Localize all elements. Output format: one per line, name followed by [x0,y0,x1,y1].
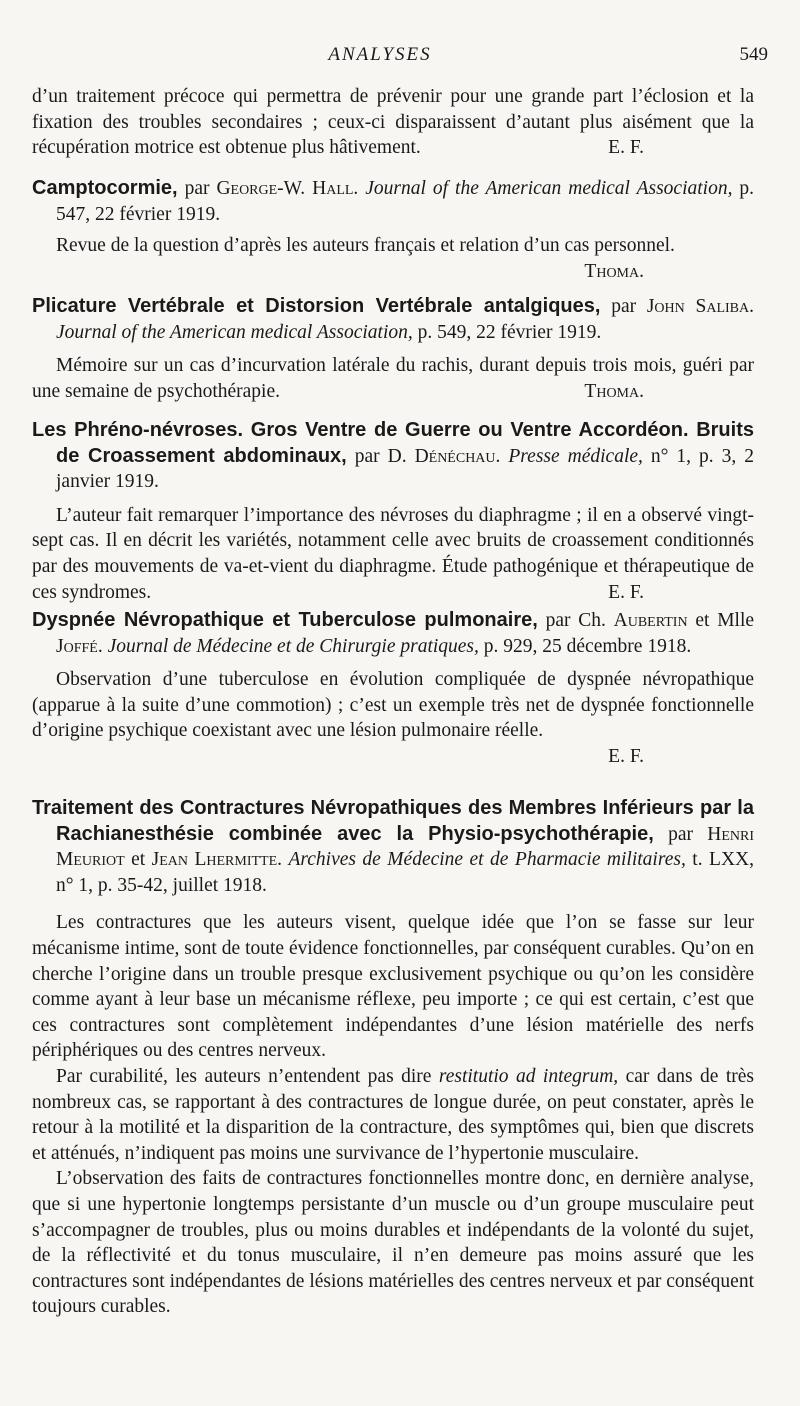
entry-citation: Journal de Médecine et de Chirurgie pratiques, [107,635,479,657]
entry-details: n° 1, p. 3, 2 janvier 1919. [56,445,754,493]
entry-summary: Mémoire sur un cas d’incurvation latérale du rachis, durant depuis trois mois, guéri par une semaine de psychothérapie. Thoma. [32,353,754,404]
entry-heading: Plicature Vertébrale et Distorsion Vertébrale antalgiques, par John Saliba. Journal of the American medical Association, p. 549, 22 février 1919. [32,295,754,343]
page-number: 549 [739,44,768,65]
body-paragraph: Par curabilité, les auteurs n’entendent pas dire restitutio ad integrum, car dans de très nombreux cas, se rapportant à des contractures de longue durée, on peut constater, après le retour à la motilité et la disparition de la contracture, des symptômes qui, bien que discrets et atténués, n’indiquent pas moins une survivance de l’hypertonie musculaire. [32,1065,755,1164]
body-paragraph: L’observation des faits de contractures fonctionnelles montre donc, en dernière analyse, que si une hypertonie longtemps persistante d’un muscle ou d’un groupe musculaire peut s’accompagner de troubles, plus ou moins durables et indépendants de la volonté du sujet, de la réflectivité et du tonus musculaire, il n’en demeure pas moins assuré que les contractures sont indépendantes de lésions matérielles des centres nerveux et par conséquent toujours curables. [32,1168,754,1318]
intro-signature: E. F. [608,137,644,159]
entry-citation: Presse médicale, [508,445,643,467]
entry-summary: Observation d’une tuberculose en évolution compliquée de dyspnée névropathique (apparue à la suite d’une commotion) ; c’est un exemple très net de dyspnée fonctionnelle d’origine psychique coexistant avec une lésion pulmonaire réelle. [32,669,754,742]
entry-title: Les Phréno-névroses. Gros Ventre de Guerre ou Ventre Accordéon. Bruits de Croassement abdominaux, [32,419,754,467]
entry-title: Traitement des Contractures Névropathiques des Membres Inférieurs par la Rachianesthésie combinée avec la Physio-psychothérapie, [32,797,754,845]
entry-summary: Revue de la question d’après les auteurs français et relation d’un cas personnel. [56,235,675,257]
entry-details: p. 549, 22 février 1919. [417,321,602,343]
entry-author-2: Joffé. [56,635,103,657]
entry-details: p. 929, 25 décembre 1918. [483,635,692,657]
entry-author: John Saliba. [646,296,754,317]
entry-signature: E. F. [608,745,644,767]
running-head [0,44,800,72]
running-title: ANALYSES [328,44,432,65]
entry-signature: E. F. [608,581,644,603]
entry-author-2: Jean Lhermitte. [151,849,283,871]
intro-block [32,84,754,161]
entry-citation: Archives de Médecine et de Pharmacie militaires, [288,849,686,871]
entry-heading: Les Phréno-névroses. Gros Ventre de Guerre ou Ventre Accordéon. Bruits de Croassement abdominaux, par D. Dénéchau. Presse médicale, n° 1, p. 3, 2 janvier 1919. [32,419,754,493]
entry-heading: Camptocormie, par George-W. Hall. Journal of the American medical Association, p. 547, 22 février 1919. [32,177,755,225]
entry-heading: Traitement des Contractures Névropathiques des Membres Inférieurs par la Rachianesthésie combinée avec la Physio-psychothérapie, par Henri Meuriot et Jean Lhermitte. Archives de Médecine et de Pharmacie militaires, t. LXX, n° 1, p. 35-42, juillet 1918. [32,797,755,896]
entry-dyspnee [32,608,754,770]
entry-citation: Journal of the American medical Association, [56,321,413,343]
intro-paragraph: d’un traitement précoce qui permettra de prévenir pour une grande part l’éclosion et la fixation des troubles secondaires ; ceux-ci disparaissent d’autant plus aisément que la récupération motrice est obtenue plus hâtivement. E. F. [32,84,754,161]
entry-author: George-W. Hall. [216,178,359,199]
entry-title: Dyspnée Névropathique et Tuberculose pulmonaire, [32,609,538,631]
entry-signature: Thoma. [584,260,644,282]
entry-phreno-nevroses [32,418,754,605]
entry-signature: Thoma. [584,380,644,402]
entry-title: Plicature Vertébrale et Distorsion Vertébrale antalgiques, [32,295,601,317]
entry-camptocormie [32,176,754,284]
entry-citation: Journal of the American medical Association, [365,178,733,199]
entry-author: Aubertin [613,610,688,631]
entry-summary: L’auteur fait remarquer l’importance des névroses du diaphragme ; il en a observé vingt-sept cas. Il en décrit les variétés, notamment celle avec bruits de croassement conditionnés par des mouvements de va-et-vient du diaphragme. Étude pathogénique et thérapeutique de ces syndromes. E. F. [32,503,754,605]
entry-details: t. LXX, n° 1, p. 35-42, juillet 1918. [56,849,754,896]
entry-details: p. 547, 22 février 1919. [56,178,755,225]
entry-title: Camptocormie, [32,177,178,199]
entry-plicature [32,294,754,404]
entry-author: Dénéchau. [414,445,501,467]
entry-contractures [32,796,754,1320]
body-paragraph: Les contractures que les auteurs visent, quelque idée que l’on se fasse sur leur mécanisme intime, sont de toute évidence fonctionnelles, par conséquent curables. Qu’on en cherche l’origine dans un trouble presque exclusivement psychique ou qu’on les considère comme ayant à leur base un mécanisme réflexe, peu importe ; ce qui est certain, c’est que ces contractures sont complètement indépendantes d’une lésion matérielle des nerfs périphériques ou des centres nerveux. [32,912,754,1062]
entry-author: Henri Meuriot [56,823,755,871]
entry-heading: Dyspnée Névropathique et Tuberculose pulmonaire, par Ch. Aubertin et Mlle Joffé. Journal de Médecine et de Chirurgie pratiques, p. 929, 25 décembre 1918. [32,609,755,657]
